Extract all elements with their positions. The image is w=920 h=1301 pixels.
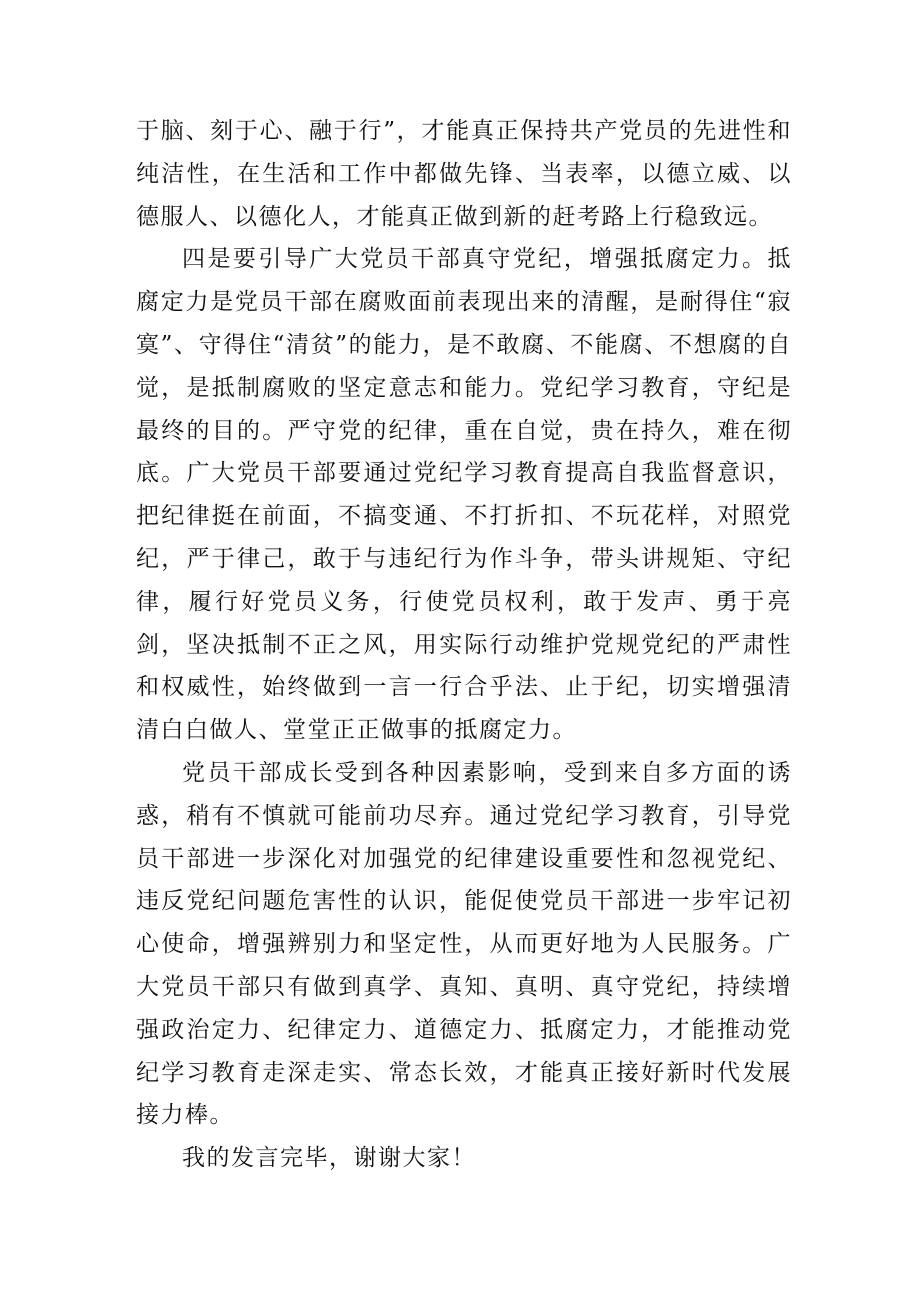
paragraph-anti-corruption: 四是要引导广大党员干部真守党纪，增强抵腐定力。抵腐定力是党员干部在腐败面前表现出来的清醒，是耐得住“寂寞”、守得住“清贫”的能力，是不敢腐、不能腐、不想腐的自觉，是抵制腐败的坚定意志和能力。党纪学习教育，守纪是最终的目的。严守党的纪律，重在自觉，贵在持久，难在彻底。广大党员干部要通过党纪学习教育提高自我监督意识，把纪律挺在前面，不搞变通、不打折扣、不玩花样，对照党纪，严于律己，敢于与违纪行为作斗争，带头讲规矩、守纪律，履行好党员义务，行使党员权利，敢于发声、勇于亮剑，坚决抵制不正之风，用实际行动维护党规党纪的严肃性和权威性，始终做到一言一行合乎法、止于纪，切实增强清清白白做人、堂堂正正做事的抵腐定力。 [136, 246, 792, 744]
paragraph-closing: 我的发言完毕，谢谢大家！ [182, 1145, 476, 1172]
paragraph-continued: 于脑、刻于心、融于行”，才能真正保持共产党员的先进性和纯洁性，在生活和工作中都做先锋、当表率，以德立威、以德服人、以德化人，才能真正做到新的赶考路上行稳致远。 [136, 118, 792, 230]
paragraph-summary: 党员干部成长受到各种因素影响，受到来自多方面的诱惑，稍有不慎就可能前功尽弃。通过党纪学习教育，引导党员干部进一步深化对加强党的纪律建设重要性和忽视党纪、违反党纪问题危害性的认识，能促使党员干部进一步牢记初心使命，增强辨别力和坚定性，从而更好地为人民服务。广大党员干部只有做到真学、真知、真明、真守党纪，持续增强政治定力、纪律定力、道德定力、抵腐定力，才能推动党纪学习教育走深走实、常态长效，才能真正接好新时代发展接力棒。 [136, 759, 792, 1129]
